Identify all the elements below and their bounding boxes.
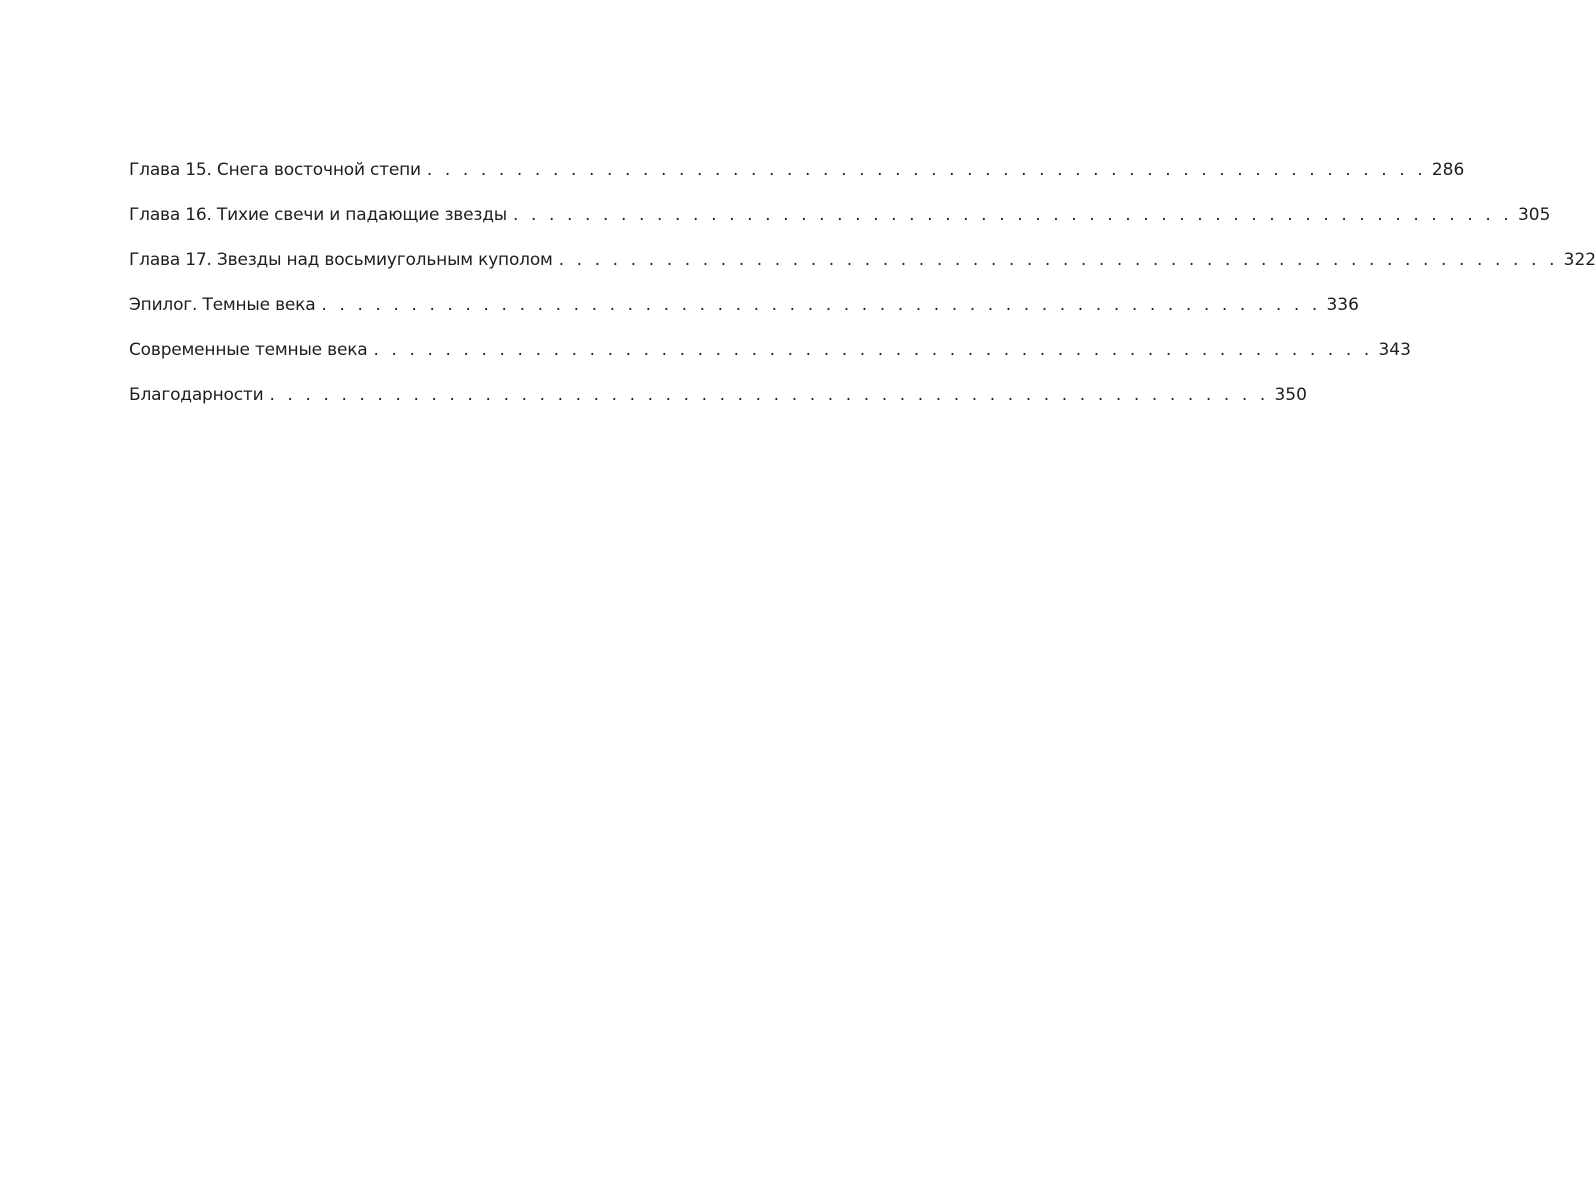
toc-entry-page-number: 322 bbox=[1563, 250, 1596, 270]
toc-entry-page-number: 343 bbox=[1378, 340, 1411, 360]
table-of-contents bbox=[129, 160, 1596, 430]
dot-leader: . . . . . . . . . . . . . . . . . . . . . . . . . . . . . . . . . . . . . . . . . . . . . . . . . . . . . . . . bbox=[558, 250, 1559, 270]
dot-leader: . . . . . . . . . . . . . . . . . . . . . . . . . . . . . . . . . . . . . . . . . . . . . . . . . . . . . . . . bbox=[321, 295, 1321, 315]
toc-entry bbox=[129, 340, 1411, 385]
toc-entry-title: Глава 15. Снега восточной степи bbox=[129, 160, 421, 180]
toc-entry-page-number: 350 bbox=[1274, 385, 1307, 405]
toc-entry bbox=[129, 160, 1465, 205]
toc-entry-page-number: 286 bbox=[1431, 160, 1465, 180]
toc-entry-title: Эпилог. Темные века bbox=[129, 295, 316, 315]
dot-leader: . . . . . . . . . . . . . . . . . . . . . . . . . . . . . . . . . . . . . . . . . . . . . . . . . . . . . . . . bbox=[426, 160, 1427, 180]
toc-entry-title: Благодарности bbox=[129, 385, 264, 405]
dot-leader: . . . . . . . . . . . . . . . . . . . . . . . . . . . . . . . . . . . . . . . . . . . . . . . . . . . . . . . . bbox=[373, 340, 1373, 360]
toc-entry bbox=[129, 250, 1596, 295]
dot-leader: . . . . . . . . . . . . . . . . . . . . . . . . . . . . . . . . . . . . . . . . . . . . . . . . . . . . . . . . bbox=[512, 205, 1513, 225]
toc-entry-page-number: 305 bbox=[1517, 205, 1551, 225]
toc-entry-page-number: 336 bbox=[1326, 295, 1359, 315]
toc-entry bbox=[129, 295, 1359, 340]
toc-entry-title: Глава 17. Звезды над восьмиугольным куполом bbox=[129, 250, 553, 270]
toc-entry-title: Современные темные века bbox=[129, 340, 368, 360]
dot-leader: . . . . . . . . . . . . . . . . . . . . . . . . . . . . . . . . . . . . . . . . . . . . . . . . . . . . . . . . bbox=[269, 385, 1269, 405]
toc-entry-title: Глава 16. Тихие свечи и падающие звезды bbox=[129, 205, 507, 225]
toc-entry bbox=[129, 385, 1307, 430]
toc-entry bbox=[129, 205, 1551, 250]
